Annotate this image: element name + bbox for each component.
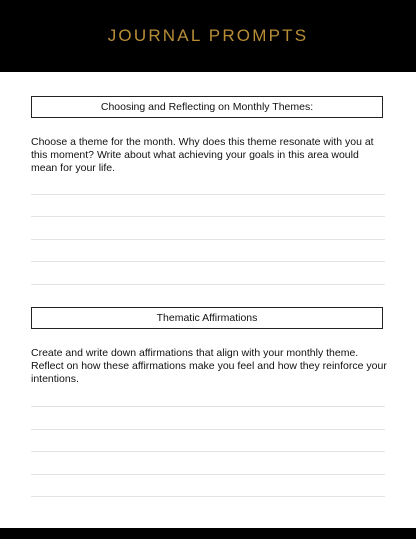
- writing-line[interactable]: [31, 451, 385, 452]
- writing-line[interactable]: [31, 216, 385, 217]
- footer-bar: [0, 528, 416, 539]
- page-title: JOURNAL PROMPTS: [107, 26, 309, 45]
- section-heading-thematic-affirmations: Thematic Affirmations: [31, 307, 383, 329]
- prompt-thematic-affirmations: Create and write down affirmations that align with your monthly theme. Reflect on how these affirmations make you feel and how they reinforce your intentions.: [31, 347, 387, 385]
- writing-line[interactable]: [31, 474, 385, 475]
- writing-line[interactable]: [31, 261, 385, 262]
- writing-line[interactable]: [31, 429, 385, 430]
- writing-line[interactable]: [31, 284, 385, 285]
- section-heading-monthly-themes: Choosing and Reflecting on Monthly Themes:: [31, 96, 383, 118]
- writing-line[interactable]: [31, 406, 385, 407]
- writing-line[interactable]: [31, 194, 385, 195]
- header-bar: [0, 0, 416, 72]
- writing-line[interactable]: [31, 239, 385, 240]
- prompt-monthly-themes: Choose a theme for the month. Why does this theme resonate with you at this moment? Write about what achieving your goals in this area would mean for your life.: [31, 136, 374, 174]
- writing-line[interactable]: [31, 496, 385, 497]
